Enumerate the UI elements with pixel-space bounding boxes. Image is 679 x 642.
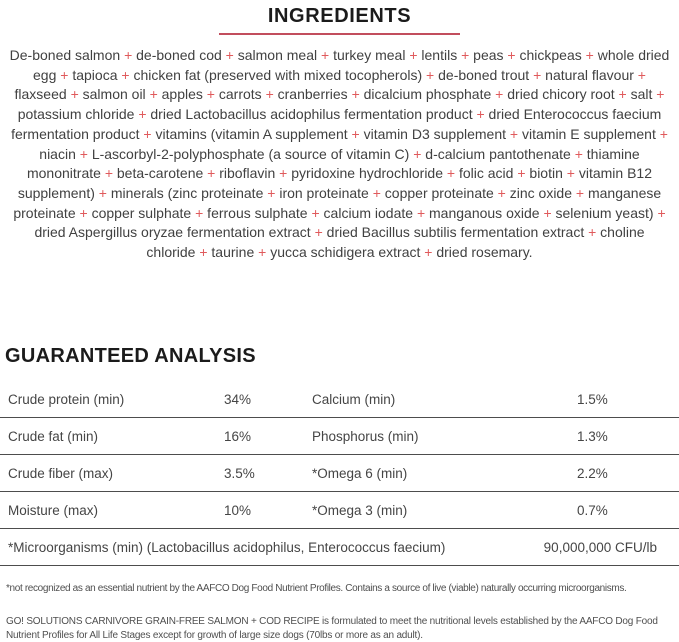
- plus-separator-icon: +: [258, 244, 267, 261]
- plus-separator-icon: +: [70, 86, 79, 103]
- plus-separator-icon: +: [588, 224, 597, 241]
- table-row: [0, 381, 679, 418]
- plus-separator-icon: +: [267, 184, 276, 201]
- plus-separator-icon: +: [138, 106, 147, 123]
- plus-separator-icon: +: [416, 204, 426, 221]
- plus-separator-icon: +: [461, 47, 470, 63]
- plus-separator-icon: +: [618, 86, 627, 103]
- plus-separator-icon: +: [314, 224, 323, 241]
- analysis-label: Crude protein (min): [8, 391, 125, 407]
- table-row: [0, 492, 679, 529]
- analysis-label: *Omega 3 (min): [312, 502, 408, 518]
- plus-separator-icon: +: [149, 86, 158, 103]
- analysis-label: Phosphorus (min): [312, 428, 419, 444]
- plus-separator-icon: +: [79, 145, 88, 162]
- analysis-value: 2.2%: [577, 465, 608, 481]
- plus-separator-icon: +: [121, 66, 130, 83]
- plus-separator-icon: +: [575, 184, 585, 201]
- analysis-value: 90,000,000 CFU/lb: [543, 539, 657, 555]
- table-row-microorganisms: [0, 529, 679, 566]
- plus-separator-icon: +: [517, 165, 526, 182]
- plus-separator-icon: +: [566, 165, 575, 182]
- plus-separator-icon: +: [199, 244, 208, 261]
- plus-separator-icon: +: [424, 244, 433, 261]
- footnote-aafco-statement: GO! SOLUTIONS CARNIVORE GRAIN-FREE SALMON + COD RECIPE is formulated to meet the nutritional levels established by the AAFCO Dog Food Nutrient Profiles for All Life Stages except for growth of large size dogs (70lbs or more as an adult).: [6, 616, 658, 641]
- plus-separator-icon: +: [413, 145, 422, 162]
- analysis-label: Crude fat (min): [8, 428, 99, 444]
- analysis-value: 10%: [224, 502, 252, 518]
- plus-separator-icon: +: [543, 204, 552, 221]
- plus-separator-icon: +: [372, 184, 381, 201]
- ingredients-text: De-boned salmon + de-boned cod + salmon meal + turkey meal + lentils + peas + chickpeas + whole dried egg + tapioca + chicken fat (preserved with mixed tocopherols) + de-boned trout + natural flavour + flaxseed + salmon oil + apples + carrots + cranberries + dicalcium phosphate + dried chicory root + salt + potassium chloride + dried Lactobacillus acidophilus fermentation product + dried Enterococcus faecium fermentation product + vitamins (vitamin A supplement + vitamin D3 supplement + vitamin E supplement + niacin + L-ascorbyl-2-polyphosphate (a source of vitamin C) + d-calcium pantothenate + thiamine mononitrate + beta-carotene + riboflavin + pyridoxine hydrochloride + folic acid + biotin + vitamin B12 supplement) + minerals (zinc proteinate + iron proteinate + copper proteinate + zinc oxide + manganese proteinate + copper sulphate + ferrous sulphate + calcium iodate + manganous oxide + selenium yeast) + dried Aspergillus oryzae fermentation extract + dried Bacillus subtilis fermentation extract + choline chloride + taurine + yucca schidigera extract + dried rosemary.: [9, 47, 670, 261]
- plus-separator-icon: +: [104, 165, 113, 182]
- red-divider: [219, 33, 460, 35]
- plus-separator-icon: +: [659, 125, 668, 142]
- plus-separator-icon: +: [507, 47, 516, 63]
- plus-separator-icon: +: [637, 66, 646, 83]
- plus-separator-icon: +: [206, 86, 215, 103]
- analysis-value: 16%: [224, 428, 252, 444]
- analysis-value: 1.5%: [577, 391, 608, 407]
- analysis-value: 0.7%: [577, 502, 608, 518]
- plus-separator-icon: +: [143, 125, 152, 142]
- table-row: [0, 418, 679, 455]
- analysis-label: Crude fiber (max): [8, 465, 114, 481]
- plus-separator-icon: +: [585, 47, 594, 63]
- plus-separator-icon: +: [656, 86, 665, 103]
- plus-separator-icon: +: [225, 47, 234, 63]
- analysis-table: [0, 381, 679, 566]
- plus-separator-icon: +: [351, 86, 360, 103]
- plus-separator-icon: +: [476, 106, 485, 123]
- plus-separator-icon: +: [311, 204, 320, 221]
- plus-separator-icon: +: [446, 165, 456, 182]
- plus-separator-icon: +: [279, 165, 288, 182]
- plus-separator-icon: +: [657, 204, 666, 221]
- analysis-label: Moisture (max): [8, 502, 99, 518]
- plus-separator-icon: +: [574, 145, 583, 162]
- plus-separator-icon: +: [495, 86, 504, 103]
- table-row: [0, 455, 679, 492]
- plus-separator-icon: +: [497, 184, 506, 201]
- plus-separator-icon: +: [533, 66, 542, 83]
- analysis-label: Calcium (min): [312, 391, 396, 407]
- plus-separator-icon: +: [265, 86, 274, 103]
- analysis-label: *Microorganisms (min) (Lactobacillus acidophilus, Enterococcus faecium): [8, 539, 446, 555]
- analysis-value: 34%: [224, 391, 252, 407]
- ingredients-title: INGREDIENTS: [267, 5, 412, 27]
- plus-separator-icon: +: [351, 125, 360, 142]
- plus-separator-icon: +: [426, 66, 435, 83]
- plus-separator-icon: +: [79, 204, 88, 221]
- plus-separator-icon: +: [60, 66, 69, 83]
- plus-separator-icon: +: [509, 125, 519, 142]
- analysis-value: 1.3%: [577, 428, 608, 444]
- plus-separator-icon: +: [98, 184, 107, 201]
- plus-separator-icon: +: [207, 165, 216, 182]
- analysis-value: 3.5%: [224, 465, 255, 481]
- footnote-nutrient-disclaimer: *not recognized as an essential nutrient by the AAFCO Dog Food Nutrient Profiles. Contains a source of live (viable) naturally occurring microorganisms.: [6, 583, 627, 594]
- plus-separator-icon: +: [124, 47, 133, 63]
- analysis-title: GUARANTEED ANALYSIS: [5, 345, 256, 367]
- plus-separator-icon: +: [321, 47, 330, 63]
- plus-separator-icon: +: [195, 204, 204, 221]
- analysis-label: *Omega 6 (min): [312, 465, 408, 481]
- plus-separator-icon: +: [409, 47, 418, 63]
